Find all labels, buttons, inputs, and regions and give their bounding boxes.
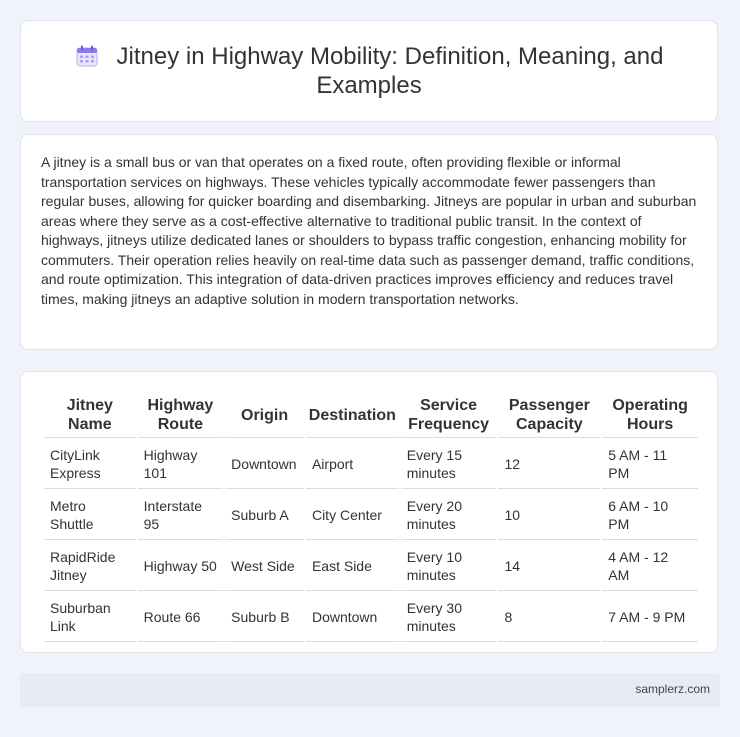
- column-header-passenger-capacity: Passenger Capacity: [498, 392, 600, 438]
- column-header-origin: Origin: [225, 392, 304, 438]
- cell-jitney-name: Suburban Link: [44, 593, 136, 642]
- cell-origin: Suburb A: [225, 491, 304, 540]
- page-title: Jitney in Highway Mobility: Definition, Meaning, and Examples: [116, 43, 664, 99]
- column-header-service-frequency: Service Frequency: [401, 392, 497, 438]
- cell-operating-hours: 6 AM - 10 PM: [602, 491, 698, 540]
- footer-bar: [20, 673, 720, 707]
- cell-highway-route: Highway 101: [138, 440, 224, 489]
- table-card: [20, 371, 718, 653]
- cell-passenger-capacity: 10: [498, 491, 600, 540]
- table-row: [44, 440, 698, 489]
- cell-passenger-capacity: 14: [498, 542, 600, 591]
- cell-highway-route: Interstate 95: [138, 491, 224, 540]
- table-row: [44, 542, 698, 591]
- description-text: A jitney is a small bus or van that operates on a fixed route, often providing flexible or informal transportation services on highways. These vehicles typically accommodate fewer passengers than regular buses, allowing for quicker boarding and disembarking. Jitneys are popular in urban and suburban areas where they serve as a cost-effective alternative to traditional public transit. In the context of highways, jitneys utilize dedicated lanes or shoulders to bypass traffic congestion, enhancing mobility for commuters. Their operation relies heavily on real-time data such as passenger demand, traffic conditions, and route optimization. This integration of data-driven practices improves efficiency and reduces travel times, making jitneys an adaptive solution in modern transportation networks.: [41, 154, 697, 307]
- cell-passenger-capacity: 8: [498, 593, 600, 642]
- column-header-operating-hours: Operating Hours: [602, 392, 698, 438]
- column-header-destination: Destination: [306, 392, 399, 438]
- table-row: [44, 593, 698, 642]
- cell-operating-hours: 4 AM - 12 AM: [602, 542, 698, 591]
- table-header-row: [44, 392, 698, 438]
- jitney-table: [42, 390, 700, 644]
- cell-passenger-capacity: 12: [498, 440, 600, 489]
- cell-service-frequency: Every 20 minutes: [401, 491, 497, 540]
- cell-service-frequency: Every 30 minutes: [401, 593, 497, 642]
- column-header-highway-route: Highway Route: [138, 392, 224, 438]
- cell-jitney-name: Metro Shuttle: [44, 491, 136, 540]
- cell-destination: East Side: [306, 542, 399, 591]
- cell-origin: Downtown: [225, 440, 304, 489]
- cell-highway-route: Route 66: [138, 593, 224, 642]
- cell-destination: Downtown: [306, 593, 399, 642]
- cell-operating-hours: 5 AM - 11 PM: [602, 440, 698, 489]
- cell-destination: Airport: [306, 440, 399, 489]
- cell-origin: Suburb B: [225, 593, 304, 642]
- cell-service-frequency: Every 15 minutes: [401, 440, 497, 489]
- cell-operating-hours: 7 AM - 9 PM: [602, 593, 698, 642]
- title-card: [20, 20, 718, 122]
- cell-service-frequency: Every 10 minutes: [401, 542, 497, 591]
- calendar-icon: [75, 45, 99, 67]
- cell-highway-route: Highway 50: [138, 542, 224, 591]
- cell-jitney-name: CityLink Express: [44, 440, 136, 489]
- cell-destination: City Center: [306, 491, 399, 540]
- cell-origin: West Side: [225, 542, 304, 591]
- table-row: [44, 491, 698, 540]
- footer-site-link[interactable]: samplerz.com: [635, 682, 710, 696]
- column-header-jitney-name: Jitney Name: [44, 392, 136, 438]
- description-card: [20, 134, 718, 350]
- page-title-container: [49, 42, 689, 100]
- cell-jitney-name: RapidRide Jitney: [44, 542, 136, 591]
